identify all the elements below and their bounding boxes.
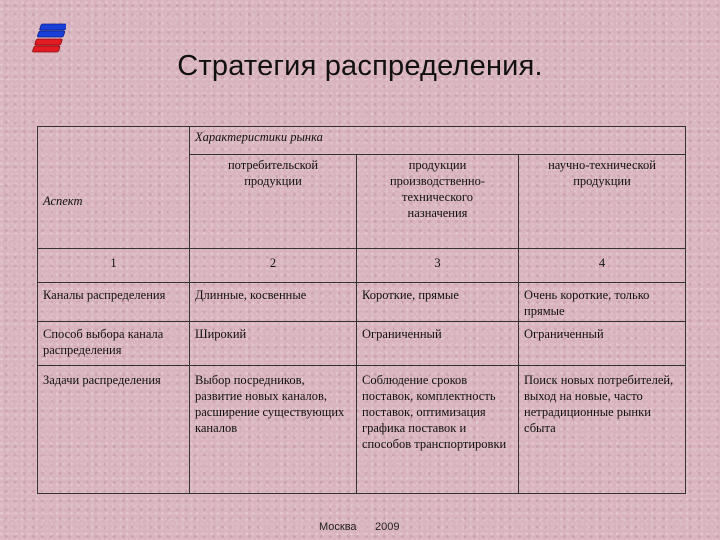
column-number: 1: [38, 249, 190, 283]
table-cell: Ограниченный: [357, 322, 519, 366]
column-numbers-row: [38, 249, 686, 283]
table-cell: Короткие, прямые: [357, 283, 519, 322]
row-aspect: Способ выбора канала распределения: [38, 322, 190, 366]
row-aspect: Каналы распределения: [38, 283, 190, 322]
column-number: 3: [357, 249, 519, 283]
column-number: 2: [190, 249, 357, 283]
column-header-industrial: продукции производственно-технического назначения: [357, 155, 519, 249]
table-cell: Широкий: [190, 322, 357, 366]
market-characteristics-header: Характеристики рынка: [190, 127, 686, 155]
table-cell: Выбор посредников, развитие новых каналов, расширение существующих каналов: [190, 366, 357, 494]
table-cell: Очень короткие, только прямые: [519, 283, 686, 322]
table-row: [38, 283, 686, 322]
table-row: [38, 322, 686, 366]
table-cell: Длинные, косвенные: [190, 283, 357, 322]
table-cell: Поиск новых потребителей, выход на новые, часто нетрадиционные рынки сбыта: [519, 366, 686, 494]
distribution-strategy-table: [37, 126, 686, 494]
table-row: [38, 366, 686, 494]
slide-title: Стратегия распределения.: [177, 50, 543, 82]
table-cell: Соблюдение сроков поставок, комплектность поставок, оптимизация графика поставок и способов транспортировки: [357, 366, 519, 494]
aspect-header: Аспект: [43, 193, 83, 208]
aspect-header-cell: [38, 127, 190, 249]
table-cell: Ограниченный: [519, 322, 686, 366]
column-header-scientific: научно-технической продукции: [519, 155, 686, 249]
table-group-header-row: [38, 127, 686, 155]
column-number: 4: [519, 249, 686, 283]
footer-city: Москва: [319, 521, 357, 533]
row-aspect: Задачи распределения: [38, 366, 190, 494]
footer-year: 2009: [375, 521, 400, 533]
column-header-consumer: потребительской продукции: [190, 155, 357, 249]
